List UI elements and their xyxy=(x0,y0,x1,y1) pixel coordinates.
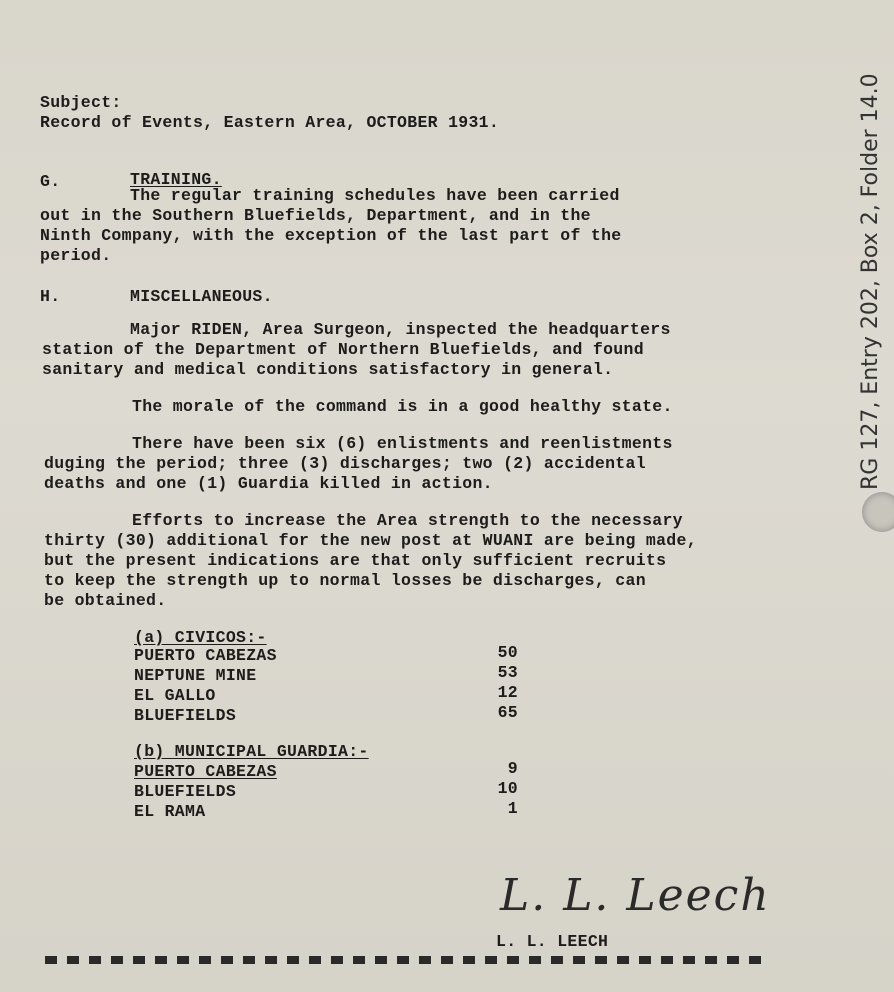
punch-hole xyxy=(862,492,894,532)
civicos-place: PUERTO CABEZAS xyxy=(134,646,277,665)
guardia-place: PUERTO CABEZAS xyxy=(134,762,277,781)
section-g-title: TRAINING. xyxy=(130,170,222,189)
guardia-count: 1 xyxy=(507,799,518,818)
section-h-letter: H. xyxy=(40,287,61,306)
guardia-label: (b) MUNICIPAL GUARDIA:- xyxy=(134,742,369,761)
civicos-place: EL GALLO xyxy=(134,686,216,705)
guardia-count: 9 xyxy=(507,759,518,778)
section-g-line: Ninth Company, with the exception of the last part of the xyxy=(40,226,622,245)
para3-line: duging the period; three (3) discharges; two (2) accidental xyxy=(44,454,646,473)
civicos-place: BLUEFIELDS xyxy=(134,706,237,725)
guardia-place: BLUEFIELDS xyxy=(134,782,237,801)
section-h-title: MISCELLANEOUS. xyxy=(130,287,273,306)
handwritten-signature: L. L. Leech xyxy=(500,870,771,921)
civicos-place: NEPTUNE MINE xyxy=(134,666,257,685)
subject-label: Subject: xyxy=(40,93,122,112)
section-g-line: out in the Southern Bluefields, Department, and in the xyxy=(40,206,591,225)
para1-line: sanitary and medical conditions satisfactory in general. xyxy=(42,360,614,379)
typed-signature: L. L. LEECH xyxy=(496,932,609,951)
civicos-count: 53 xyxy=(497,663,518,682)
para4-line: but the present indications are that only sufficient recruits xyxy=(44,551,667,570)
para3-line: deaths and one (1) Guardia killed in action. xyxy=(44,474,493,493)
para4-line: to keep the strength up to normal losses be discharges, can xyxy=(44,571,646,590)
section-g-line: period. xyxy=(40,246,112,265)
section-g-line: The regular training schedules have been carried xyxy=(130,186,620,205)
margin-archival-note: RG 127, Entry 202, Box 2, Folder 14.0 xyxy=(858,73,883,490)
section-g-letter: G. xyxy=(40,172,61,191)
civicos-label: (a) CIVICOS:- xyxy=(134,628,267,647)
civicos-count: 12 xyxy=(497,683,518,702)
civicos-count: 65 xyxy=(497,703,518,722)
para4-line: thirty (30) additional for the new post at WUANI are being made, xyxy=(44,531,697,550)
guardia-count: 10 xyxy=(497,779,518,798)
civicos-count: 50 xyxy=(497,643,518,662)
dashed-rule xyxy=(45,956,765,964)
subject-line: Record of Events, Eastern Area, OCTOBER 1931. xyxy=(40,113,500,132)
guardia-place: EL RAMA xyxy=(134,802,206,821)
para4-line: be obtained. xyxy=(44,591,167,610)
para1-line: station of the Department of Northern Bluefields, and found xyxy=(42,340,644,359)
para3-line: There have been six (6) enlistments and reenlistments xyxy=(132,434,673,453)
para1-line: Major RIDEN, Area Surgeon, inspected the headquarters xyxy=(130,320,671,339)
para2: The morale of the command is in a good healthy state. xyxy=(132,397,673,416)
para4-line: Efforts to increase the Area strength to the necessary xyxy=(132,511,683,530)
